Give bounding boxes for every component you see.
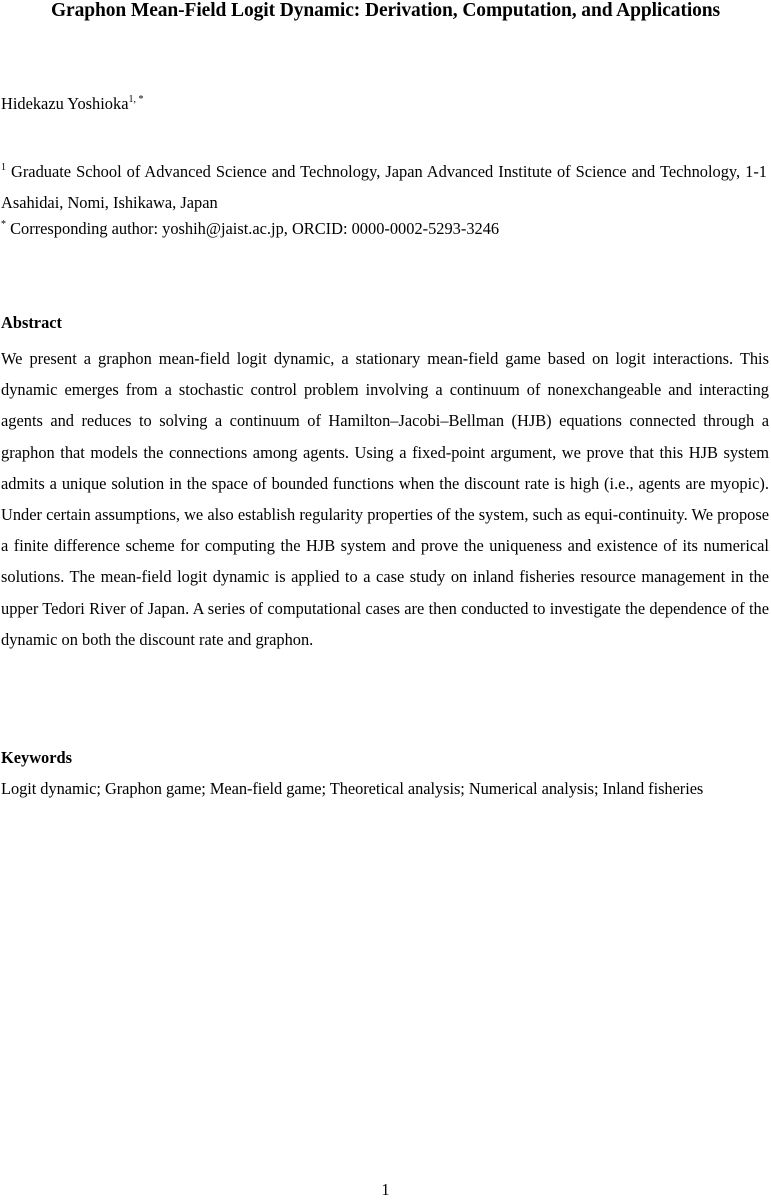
abstract-text: We present a graphon mean-field logit dynamic, a stationary mean-field game based on logit interactions. This dynamic emerges from a stochastic control problem involving a continuum of nonexchangeable and interacting agents and reduces to solving a continuum of Hamilton–Jacobi–Bellman (HJB) equations connected through a graphon that models the connections among agents. Using a fixed-point argument, we prove that this HJB system admits a unique solution in the space of bounded functions when the discount rate is high (i.e., agents are myopic). Under certain assumptions, we also establish regularity properties of the system, such as equi-continuity. We propose a finite difference scheme for computing the HJB system and prove the uniqueness and existence of its numerical solutions. The mean-field logit dynamic is applied to a case study on inland fisheries resource management in the upper Tedori River of Japan. A series of computational cases are then conducted to investigate the dependence of the dynamic on both the discount rate and graphon.: [1, 349, 769, 649]
keywords-heading: Keywords: [1, 748, 73, 767]
author-line: [1, 94, 143, 114]
author-name: Hidekazu Yoshioka: [1, 94, 129, 113]
corresponding-author-text: Corresponding author: yoshih@jaist.ac.jp, ORCID: 0000-0002-5293-3246: [10, 219, 500, 238]
corresponding-superscript: *: [1, 219, 6, 230]
affiliation-superscript: 1: [1, 162, 6, 173]
affiliation: [1, 156, 767, 218]
corresponding-author-line: [1, 219, 499, 239]
paper-title: Graphon Mean-Field Logit Dynamic: Derivation, Computation, and Applications: [50, 0, 721, 21]
keywords-text: Logit dynamic; Graphon game; Mean-field game; Theoretical analysis; Numerical analysis; Inland fisheries: [1, 779, 704, 798]
page-number: 1: [381, 1180, 390, 1199]
affiliation-text: Graduate School of Advanced Science and Technology, Japan Advanced Institute of Science and Technology, 1-1 Asahidai, Nomi, Ishikawa, Japan: [1, 162, 767, 212]
abstract-heading: Abstract: [1, 313, 62, 332]
author-superscript: 1, *: [128, 94, 144, 105]
